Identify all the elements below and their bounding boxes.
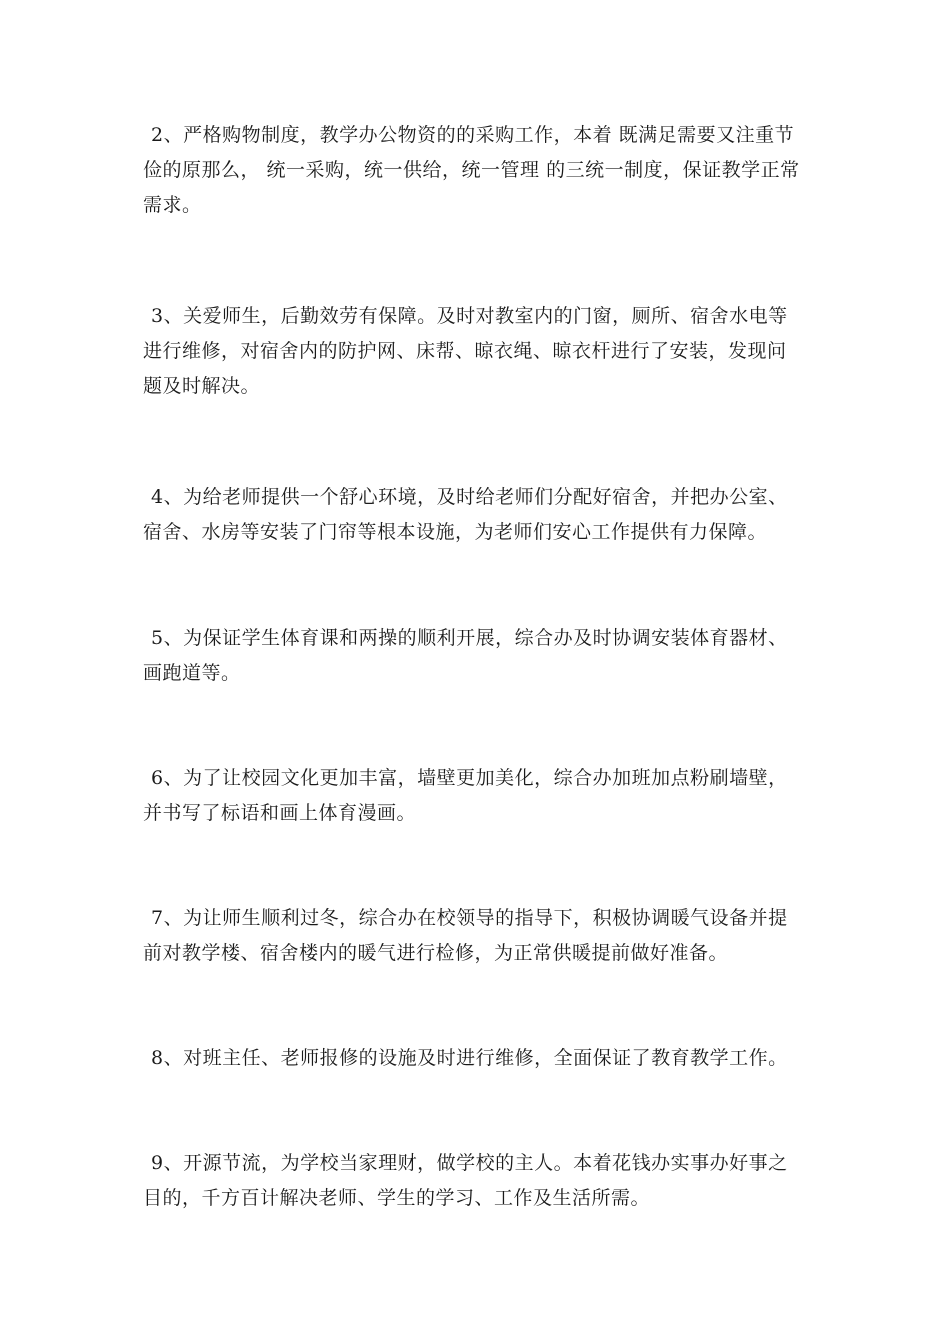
paragraph-item-6: 6、为了让校园文化更加丰富，墙壁更加美化，综合办加班加点粉刷墙壁，并书写了标语和画上体育漫画。 xyxy=(143,767,788,824)
paragraph-item-4: 4、为给老师提供一个舒心环境，及时给老师们分配好宿舍，并把办公室、宿舍、水房等安装了门帘等根本设施，为老师们安心工作提供有力保障。 xyxy=(143,486,788,543)
paragraph-item-5: 5、为保证学生体育课和两操的顺利开展，综合办及时协调安装体育器材、画跑道等。 xyxy=(143,627,788,684)
paragraph-item-2: 2、严格购物制度，教学办公物资的的采购工作，本着 既满足需要又注重节俭的原那么， 统一采购，统一供给，统一管理 的三统一制度，保证教学正常需求。 xyxy=(143,124,800,216)
paragraph-item-9: 9、开源节流，为学校当家理财，做学校的主人。本着花钱办实事办好事之目的，千方百计解决老师、学生的学习、工作及生活所需。 xyxy=(143,1152,788,1209)
paragraph-item-7: 7、为让师生顺利过冬，综合办在校领导的指导下，积极协调暖气设备并提前对教学楼、宿舍楼内的暖气进行检修，为正常供暖提前做好准备。 xyxy=(143,907,788,964)
paragraph-item-8: 8、对班主任、老师报修的设施及时进行维修，全面保证了教育教学工作。 xyxy=(151,1047,788,1069)
paragraph-item-3: 3、关爱师生，后勤效劳有保障。及时对教室内的门窗，厕所、宿舍水电等进行维修，对宿舍内的防护网、床帮、晾衣绳、晾衣杆进行了安装，发现问题及时解决。 xyxy=(143,305,788,397)
